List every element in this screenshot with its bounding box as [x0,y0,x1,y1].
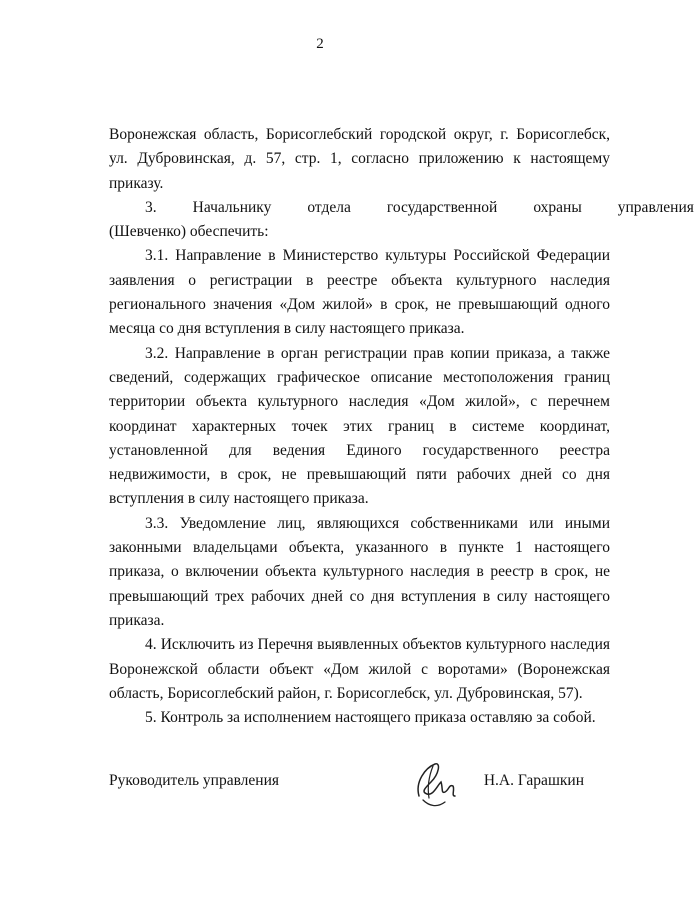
paragraph-item-4: 4. Исключить из Перечня выявленных объектов культурного наследия Воронежской области объект «Дом жилой с воротами» (Воронежская область, Борисоглебский район, г. Борисоглебск, ул. Дубровинская, 57). [109,636,610,702]
signatory-position: Руководитель управления [109,772,280,789]
document-body [109,123,694,730]
signatory-name: Н.А. Гарашкин [483,772,584,789]
item-3-word: государственной [386,198,498,216]
paragraph-address-continuation: Воронежская область, Борисоглебский городской округ, г. Борисоглебск, ул. Дубровинская, д. 57, стр. 1, согласно приложению к настоящему приказу. [109,126,610,192]
page-number: 2 [316,36,324,52]
paragraph-item-3-1: 3.1. Направление в Министерство культуры Российской Федерации заявления о регистрации в реестре объекта культурного наследия регионального значения «Дом жилой» в срок, не превышающий одного месяца со дня вступления в силу настоящего приказа. [109,247,610,338]
paragraph-item-5: 5. Контроль за исполнением настоящего приказа оставляю за собой. [145,709,596,727]
signature-block [109,772,610,812]
paragraph-item-3-2: 3.2. Направление в орган регистрации прав копии приказа, а также сведений, содержащих графическое описание местоположения границ территории объекта культурного наследия «Дом жилой», с перечнем координат характерных точек этих границ в системе координат, установленной для ведения Единого государственного реестра недвижимости, в срок, не превышающий пяти рабочих дней со дня вступления в силу настоящего приказа. [109,344,610,508]
item-3-word: отдела [307,198,351,216]
paragraph-item-3-continuation: (Шевченко) обеспечить: [109,223,269,241]
item-3-word: охраны [533,198,582,216]
item-3-word: управления [617,198,694,216]
paragraph-item-3-first-line [109,196,694,220]
item-3-word: 3. [145,198,157,216]
handwritten-signature [411,752,459,814]
paragraph-item-3-3: 3.3. Уведомление лиц, являющихся собственниками или иными законными владельцами объекта, указанного в пункте 1 настоящего приказа, о включении объекта культурного наследия в реестр в срок, не превышающий трех рабочих дней со дня вступления в силу настоящего приказа. [109,514,610,629]
item-3-word: Начальнику [192,198,272,216]
